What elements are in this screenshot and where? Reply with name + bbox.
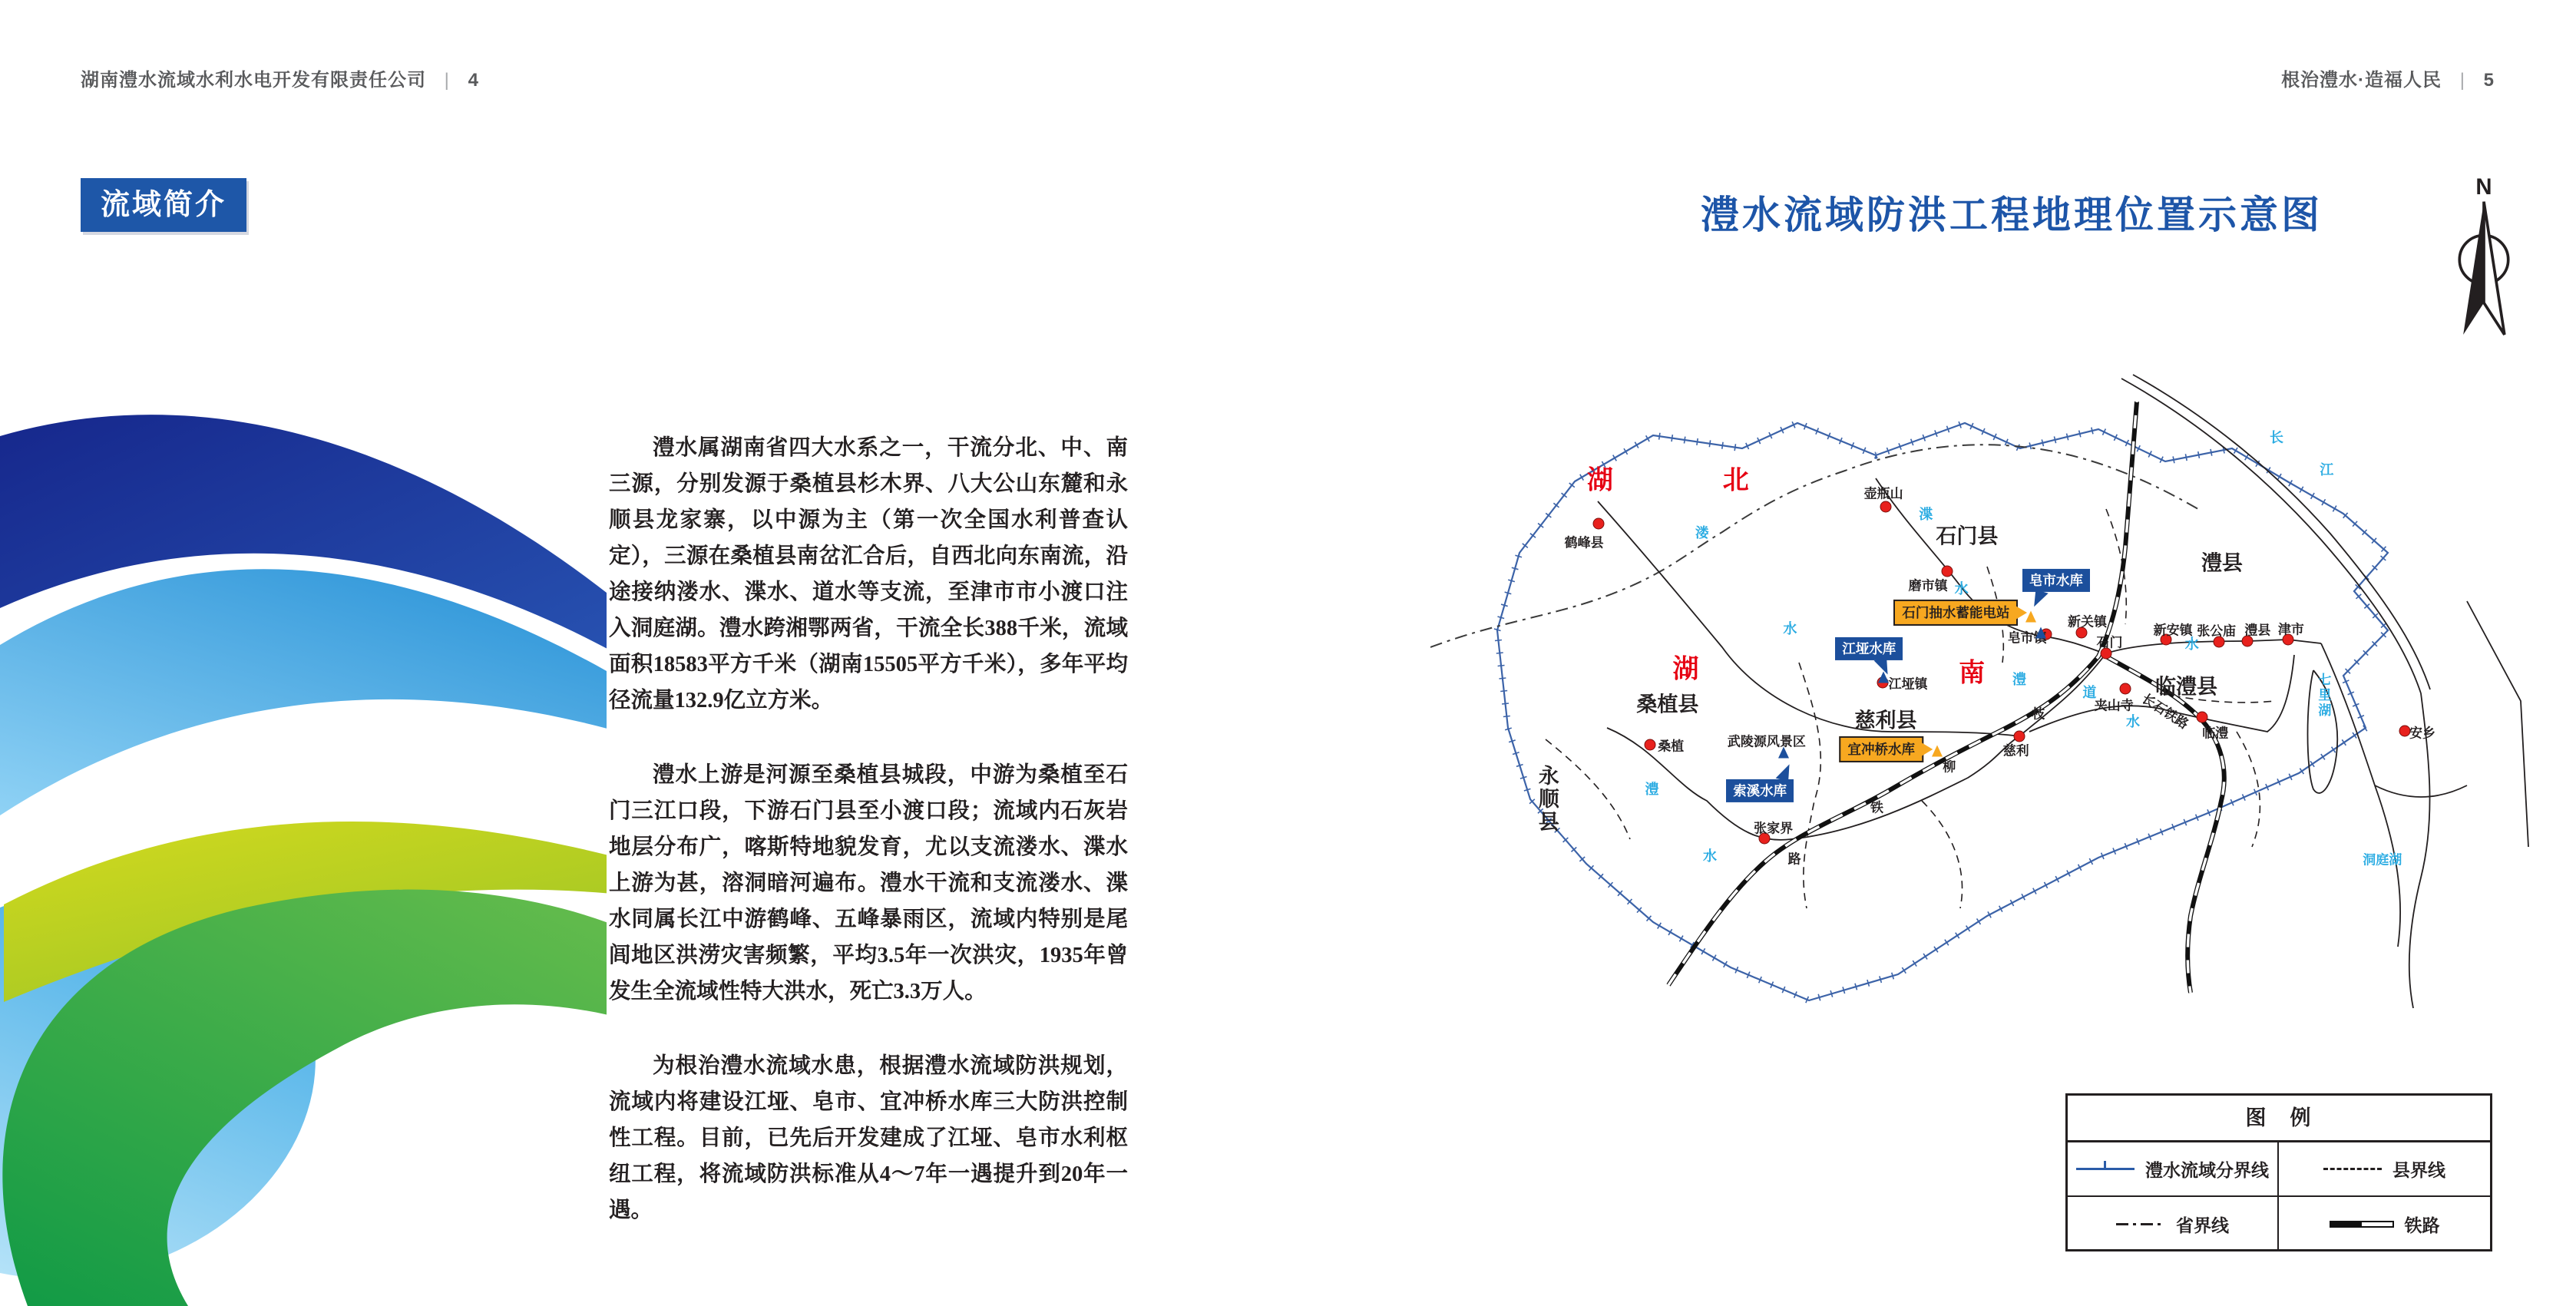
- river-label: 澧: [1645, 782, 1659, 798]
- river-label: 水: [1702, 848, 1717, 865]
- railway-label: 路: [1787, 851, 1801, 867]
- legend-item-railway: [2279, 1197, 2490, 1251]
- city-label: 澧县: [2244, 623, 2271, 638]
- paragraph-2: 澧水上游是河源至桑植县城段，中游为桑植至石门三江口段，下游石门县至小渡口段；流域内石灰岩地层分布广，喀斯特地貌发育，尤以支流溇水、渫水上游为甚，溶洞暗河遍布。澧水干流和支流溇水、渫水同属长江中游鹤峰、五峰暴雨区，流域内特别是尾闾地区洪涝灾害频繁，平均3.5年一次洪灾，1935年曾发生全流域性特大洪水，死亡3.3万人。: [609, 763, 1128, 1003]
- province-label: 南: [1959, 658, 1987, 688]
- county-label: 临澧县: [2155, 675, 2218, 699]
- city-label: 慈利: [2002, 743, 2029, 759]
- county-label: 桑植县: [1636, 693, 1699, 716]
- city-label: 张公庙: [2197, 623, 2237, 639]
- railway-label: 枝: [2032, 706, 2045, 722]
- legend-label: 澧水流域分界线: [2145, 1160, 2269, 1180]
- river-label: 洞庭湖: [2363, 852, 2402, 868]
- county-line-symbol: [2323, 1168, 2382, 1170]
- city-label: 新安镇: [2153, 623, 2193, 638]
- river-label: 澧: [2012, 671, 2027, 687]
- river-label: 江: [2320, 461, 2334, 478]
- paragraph-1: 澧水属湖南省四大水系之一，干流分北、中、南三源，分别发源于桑植县杉木界、八大公山东麓和永顺县龙家寨，以中源为主（第一次全国水利普查认定），三源在桑植县南岔汇合后，自西北向东南流，沿途接纳溇水、渫水、道水等支流，至津市市小渡口注入洞庭湖。澧水跨湘鄂两省，干流全长388千米，流域面积18583平方千米（湖南15505平方千米），多年平均径流量132.9亿立方米。: [609, 436, 1128, 713]
- reservoir-callout: 索溪水库: [1726, 779, 1794, 802]
- city-label: 石门: [2096, 635, 2123, 650]
- city-label: 磨市镇: [1908, 578, 1948, 593]
- header-divider: |: [444, 70, 450, 91]
- city-label: 鹤峰县: [1564, 535, 1604, 551]
- county-label: 永顺县: [1535, 764, 1559, 834]
- river-label: 水: [1783, 621, 1797, 637]
- basin-introduction-text: [609, 430, 1128, 1267]
- province-label: 湖: [1586, 465, 1615, 495]
- dam-icon: [2035, 627, 2046, 638]
- reservoir-callout: 江垭水库: [1835, 637, 1903, 660]
- river-label: 水: [1954, 581, 1969, 597]
- legend-label: 省界线: [2176, 1215, 2229, 1235]
- city-label: 临澧: [2202, 726, 2229, 741]
- river-label: 长: [2270, 430, 2283, 446]
- railway-label: 铁: [1870, 800, 1883, 815]
- map-legend: [2065, 1093, 2492, 1251]
- compass-north-icon: [2452, 174, 2516, 361]
- province-label: 北: [1722, 465, 1751, 495]
- province-label: 湖: [1672, 654, 1701, 684]
- city-label: 夹山寺: [2094, 698, 2134, 713]
- city-dot: [1592, 517, 1604, 529]
- dam-icon: [1932, 746, 1943, 757]
- province-line-symbol: [2116, 1223, 2165, 1225]
- city-label: 安乡: [2409, 726, 2435, 741]
- city-label: 皂市镇: [2007, 630, 2047, 646]
- railway-symbol: [2330, 1221, 2394, 1228]
- legend-item-county-line: [2279, 1142, 2490, 1197]
- slogan: 根治澧水·造福人民: [2281, 70, 2442, 91]
- city-label: 桑植: [1658, 739, 1685, 754]
- reservoir-callout: 宜冲桥水库: [1840, 736, 1924, 762]
- page-number-right: 5: [2483, 70, 2495, 91]
- city-label: 新关镇: [2068, 614, 2107, 630]
- header-right: [2281, 64, 2495, 91]
- river-label: 渫: [1919, 506, 1933, 522]
- company-logo-icon: [0, 407, 607, 1306]
- scenic-spot-label: 武陵源风景区: [1727, 734, 1806, 749]
- map-labels-layer: [1430, 371, 2544, 1020]
- river-label: 水: [2184, 636, 2199, 652]
- city-dot: [1880, 501, 1892, 512]
- city-label: 江垭镇: [1888, 676, 1928, 692]
- river-label: 道: [2082, 685, 2097, 701]
- legend-label: 铁路: [2404, 1215, 2440, 1235]
- county-label: 慈利县: [1854, 709, 1917, 732]
- paragraph-3: 为根治澧水流域水患，根据澧水流域防洪规划，流域内将建设江垭、皂市、宜冲桥水库三大防洪控制性工程。目前，已先后开发建成了江垭、皂市水利枢纽工程，将流域防洪标准从4～7年一遇提升到20年一遇。: [609, 1054, 1128, 1222]
- city-label: 张家界: [1754, 821, 1794, 836]
- reservoir-callout: 皂市水库: [2022, 569, 2090, 592]
- basin-boundary-symbol: [2076, 1168, 2135, 1170]
- city-dot: [1644, 739, 1655, 750]
- legend-item-basin-boundary: [2068, 1142, 2279, 1197]
- river-label: 溇: [1695, 524, 1709, 541]
- railway-label: 柳: [1943, 759, 1956, 775]
- basin-map: [1430, 371, 2544, 1020]
- city-label: 壶瓶山: [1863, 486, 1903, 501]
- county-label: 石门县: [1936, 524, 1999, 548]
- river-label: 水: [2125, 714, 2140, 730]
- river-label: 七里湖: [2316, 672, 2331, 719]
- header-left: [81, 64, 479, 91]
- dam-icon: [1778, 746, 1789, 758]
- section-title: 流域简介: [81, 178, 246, 232]
- city-label: 津市: [2277, 622, 2304, 637]
- railway-label: 长石铁路: [2139, 691, 2192, 732]
- county-label: 澧县: [2201, 551, 2243, 575]
- city-dot: [2119, 683, 2131, 695]
- compass-n-label: N: [2475, 174, 2492, 200]
- legend-label: 县界线: [2392, 1160, 2445, 1180]
- legend-item-province-line: [2068, 1197, 2279, 1251]
- legend-title: 图 例: [2068, 1096, 2490, 1142]
- reservoir-callout: 石门抽水蓄能电站: [1893, 600, 2018, 626]
- header-divider: |: [2459, 70, 2465, 91]
- page-number-left: 4: [468, 70, 479, 91]
- company-name: 湖南澧水流域水利水电开发有限责任公司: [81, 70, 426, 91]
- map-title: 澧水流域防洪工程地理位置示意图: [1701, 193, 2323, 236]
